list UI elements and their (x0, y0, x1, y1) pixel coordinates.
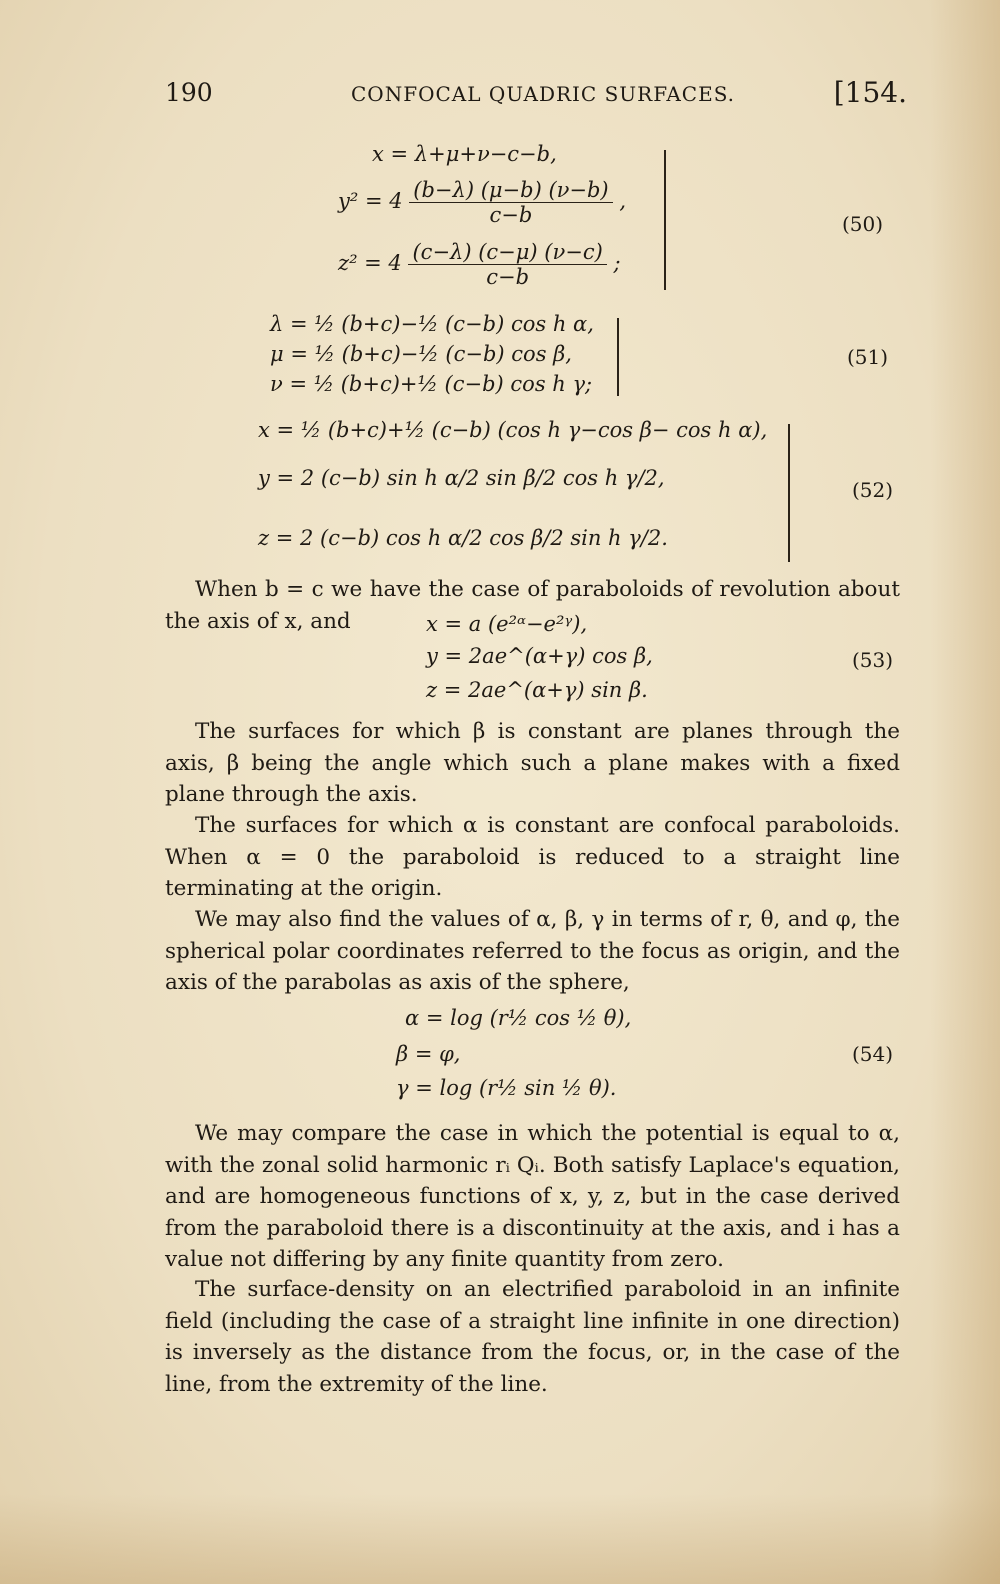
page-number: 190 (165, 78, 213, 107)
eq50-brace (664, 150, 666, 290)
eq50-line3-end: ; (613, 251, 621, 275)
eq52-line2: y = 2 (c−b) sin h α/2 sin β/2 cos h γ/2, (258, 466, 665, 490)
eq53-number: (53) (852, 648, 894, 672)
eq50-line2-denominator: c−b (489, 203, 533, 227)
eq54-number: (54) (852, 1042, 894, 1066)
eq51-brace (617, 318, 619, 396)
paragraph-alpha-constant: The surfaces for which α is constant are confocal paraboloids. When α = 0 the paraboloid is reduced to a straight line terminating at the origin. (165, 813, 900, 901)
eq51-number: (51) (847, 345, 889, 369)
eq50-line2-lhs: y² = 4 (338, 189, 403, 213)
eq52-line1: x = ½ (b+c)+½ (c−b) (cos h γ−cos β− cos h α), (258, 418, 768, 442)
eq50-line3-lhs: z² = 4 (338, 251, 402, 275)
running-title: CONFOCAL QUADRIC SURFACES. (351, 82, 736, 106)
eq50-line3-denominator: c−b (486, 265, 530, 289)
eq50-line2-numerator: (b−λ) (μ−b) (ν−b) (409, 178, 612, 203)
eq53-line2: y = 2ae^(α+γ) cos β, (426, 644, 653, 668)
paragraph-beta-constant: The surfaces for which β is constant are planes through the axis, β being the angle which such a plane makes with a fixed plane through the axis. (165, 719, 900, 807)
eq51-line1: λ = ½ (b+c)−½ (c−b) cos h α, (270, 312, 594, 336)
eq50-line3-fraction (408, 240, 606, 289)
eq50-number: (50) (842, 212, 884, 236)
page-edge-shadow (930, 0, 1000, 1584)
paragraph-spherical-coords: We may also find the values of α, β, γ in terms of r, θ, and φ, the spherical polar coordinates referred to the focus as origin, and the axis of the parabolas as axis of the sphere, (165, 907, 900, 995)
page-bottom-shadow (0, 1494, 1000, 1584)
section-reference: [154. (833, 76, 907, 109)
eq50-line2-fraction (409, 178, 612, 227)
eq54-line1: α = log (r½ cos ½ θ), (405, 1006, 632, 1030)
eq50-line3-numerator: (c−λ) (c−μ) (ν−c) (408, 240, 606, 265)
eq52-line3: z = 2 (c−b) cos h α/2 cos β/2 sin h γ/2. (258, 526, 668, 550)
eq51-line2: μ = ½ (b+c)−½ (c−b) cos β, (270, 342, 572, 366)
eq52-number: (52) (852, 478, 894, 502)
eq53-line3: z = 2ae^(α+γ) sin β. (426, 678, 648, 702)
paragraph-zonal-harmonic: We may compare the case in which the potential is equal to α, with the zonal solid harmonic rᵢ Qᵢ. Both satisfy Laplace's equation, and are homogeneous functions of x, y, z, but in the case derived from the paraboloid there is a discontinuity at the axis, and i has a value not differing by any finite quantity from zero. (165, 1121, 900, 1272)
eq51-line3: ν = ½ (b+c)+½ (c−b) cos h γ; (270, 372, 593, 396)
eq50-line2 (338, 178, 626, 227)
eq54-line3: γ = log (r½ sin ½ θ). (396, 1076, 617, 1100)
eq50-line2-end: , (619, 189, 627, 213)
page-header (165, 78, 907, 118)
eq50-line3 (338, 240, 621, 289)
eq50-line1: x = λ+μ+ν−c−b, (372, 142, 557, 166)
eq54-line2: β = φ, (396, 1042, 461, 1066)
paragraph-surface-density: The surface-density on an electrified paraboloid in an infinite field (including the case of a straight line infinite in one direction) is inversely as the distance from the focus, or, in the case of the line, from the extremity of the line. (165, 1277, 900, 1397)
eq52-brace (788, 424, 790, 562)
paragraph-53-intro: When b = c we have the case of paraboloids of revolution about the axis of x, and (165, 577, 900, 634)
eq53-line1: x = a (e²ᵅ−e²ᵞ), (426, 612, 588, 636)
